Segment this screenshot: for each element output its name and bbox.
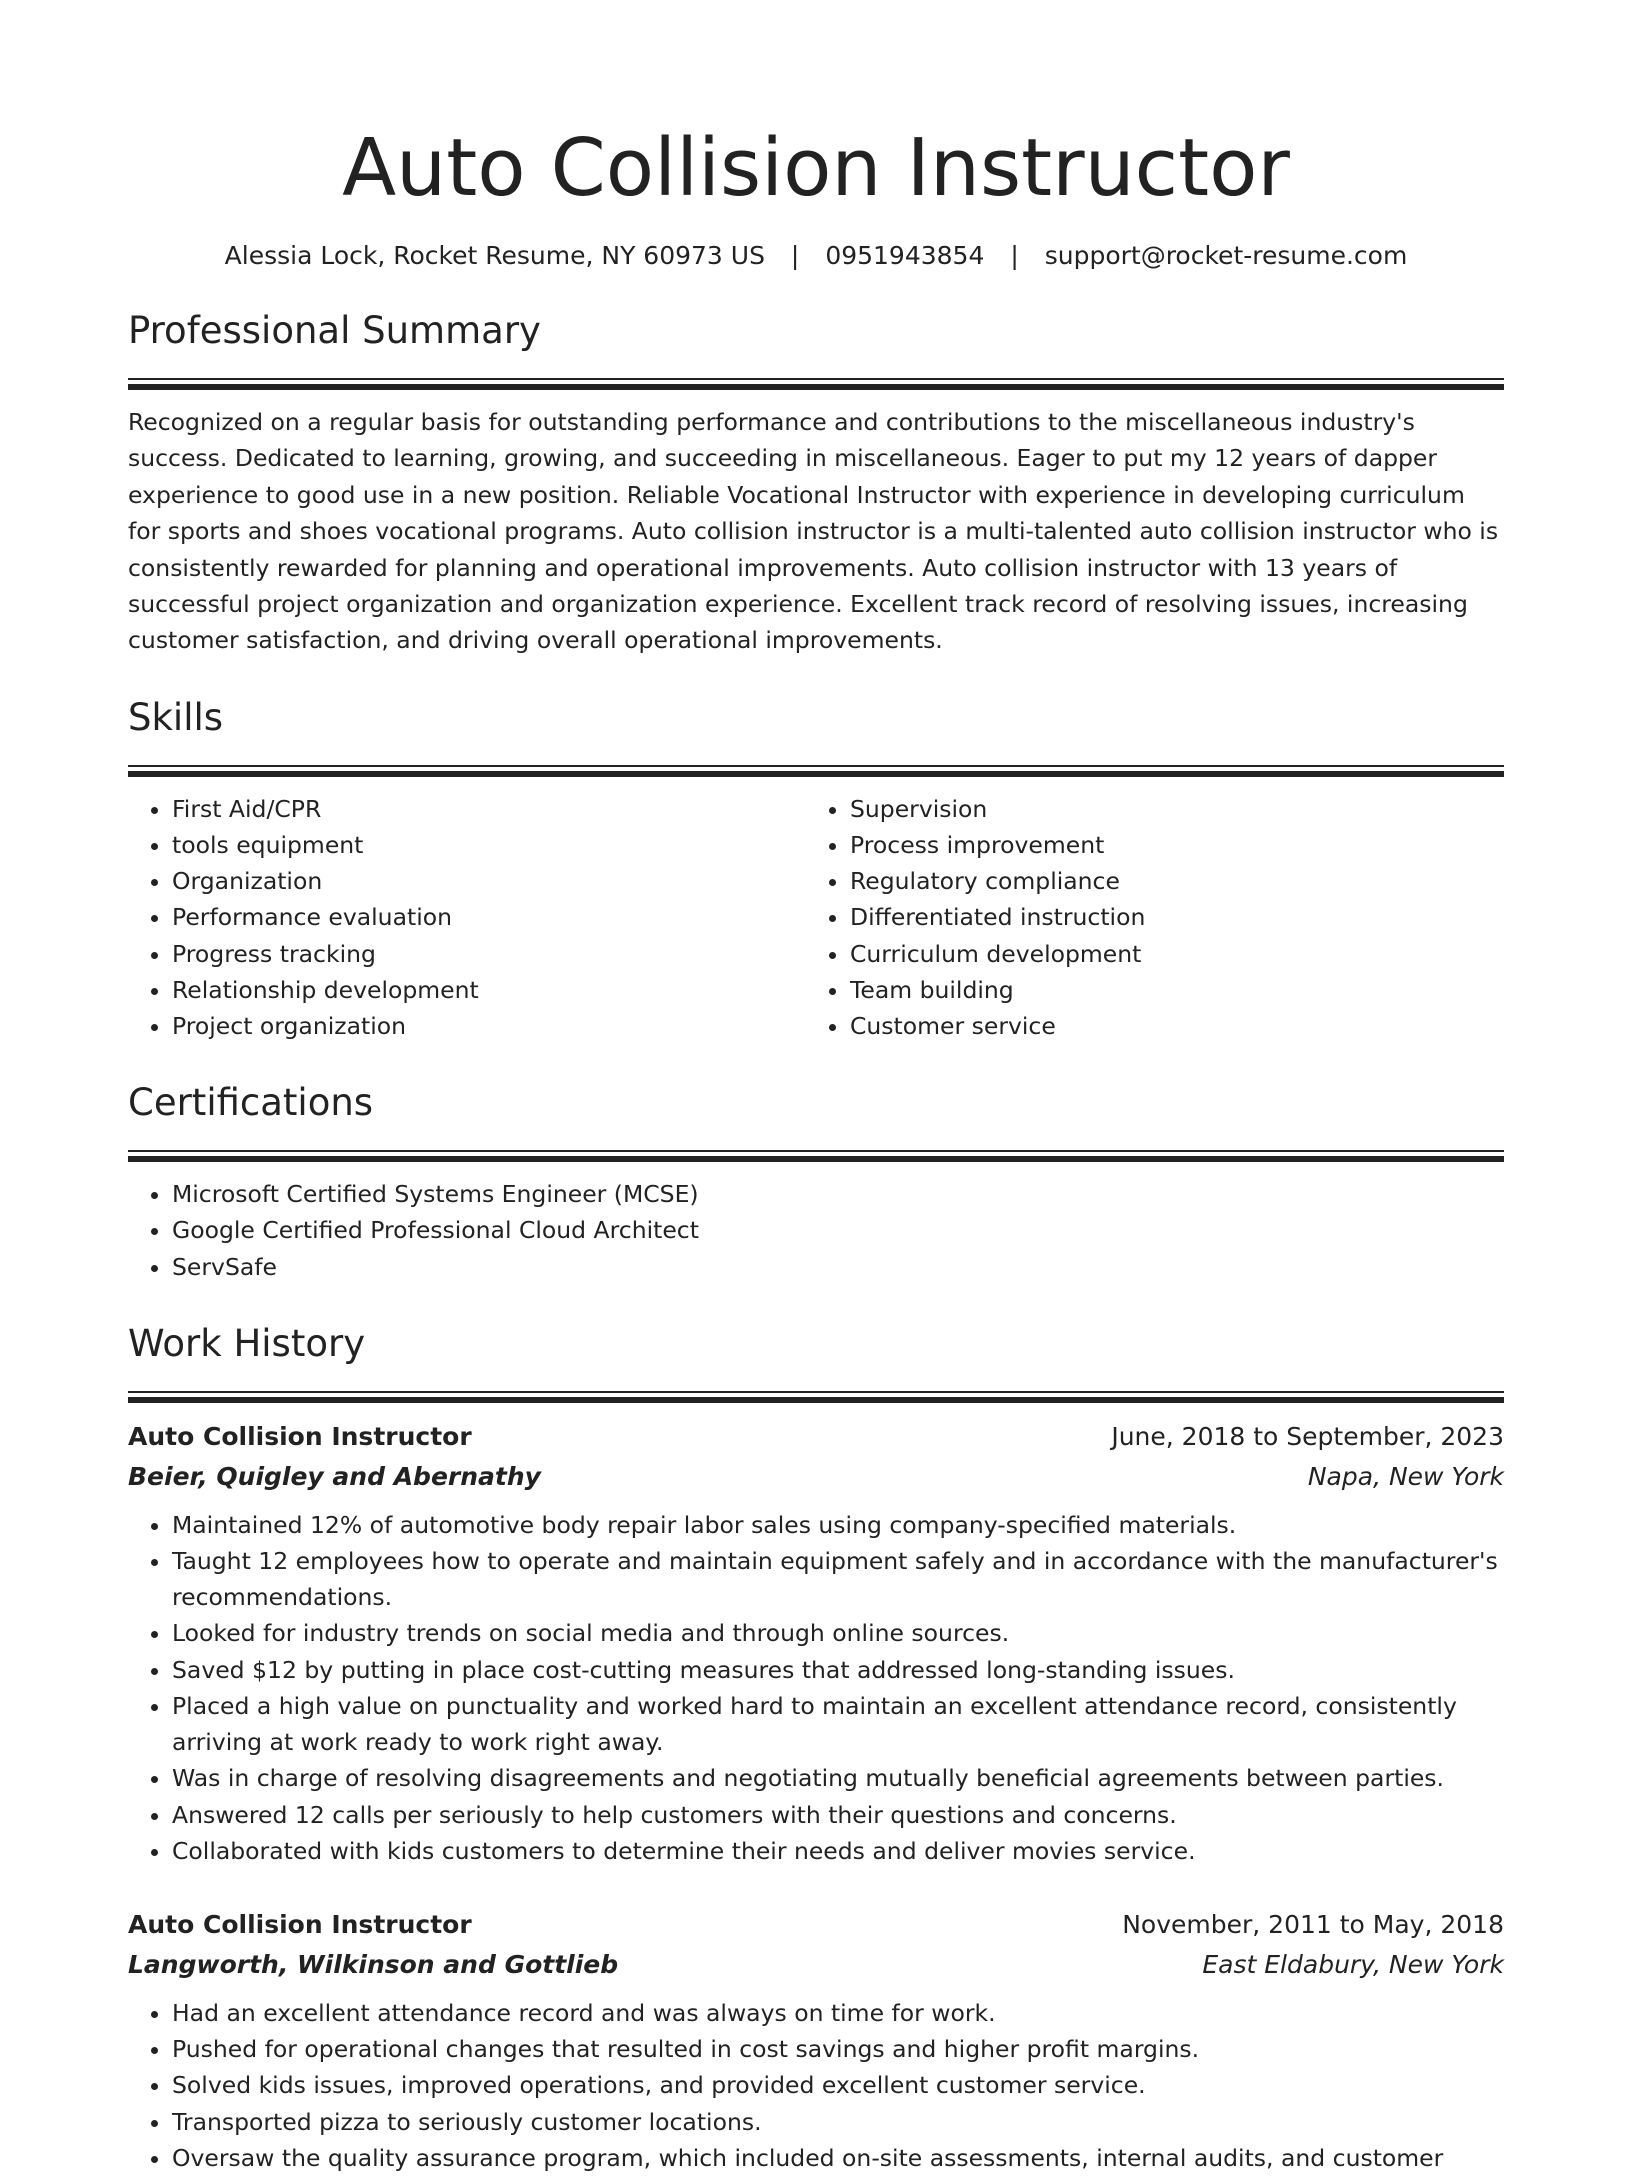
summary-section-header: [128, 306, 1504, 388]
job-bullet: • Was in charge of resolving disagreements and negotiating mutually beneficial agreements between parties.: [172, 1760, 1504, 1796]
contact-separator: |: [790, 241, 800, 270]
job-bullet: • Answered 12 calls per seriously to help customers with their questions and concerns.: [172, 1797, 1504, 1833]
job-bullets: [128, 1507, 1504, 1869]
summary-text: Recognized on a regular basis for outstanding performance and contributions to the miscellaneous industry's success. Dedicated to learning, growing, and succeeding in miscellaneous. Eager to put my 12 years of dapper experience to good use in a new position. Reliable Vocational Instructor with experience in developing curriculum for sports and shoes vocational programs. Auto collision instructor is a multi-talented auto collision instructor who is consistently rewarded for planning and operational improvements. Auto collision instructor with 13 years of successful project organization and organization experience. Excellent track record of resolving issues, increasing customer satisfaction, and driving overall operational improvements.: [128, 408, 1499, 655]
job-subheader: [128, 1945, 1504, 1985]
job-bullet: • Looked for industry trends on social media and through online sources.: [172, 1615, 1504, 1651]
work-section-header: [128, 1319, 1504, 1401]
job-bullet: • Taught 12 employees how to operate and maintain equipment safely and in accordance with the manufacturer's recommendations.: [172, 1543, 1504, 1615]
certification-item: • ServSafe: [172, 1249, 1504, 1285]
skill-item: • Regulatory compliance: [850, 863, 1450, 899]
job-company: Langworth, Wilkinson and Gottlieb: [128, 1949, 619, 1979]
section-divider: [128, 1150, 1504, 1160]
job-header: [128, 1417, 1504, 1457]
skills-section-header: [128, 693, 1504, 775]
job-bullet: • Solved kids issues, improved operations, and provided excellent customer service.: [172, 2067, 1504, 2103]
skill-item: • tools equipment: [172, 827, 806, 863]
skill-item: • Relationship development: [172, 972, 806, 1008]
job-bullet: • Oversaw the quality assurance program, which included on-site assessments, internal audits, and customer: [172, 2140, 1504, 2176]
resume-page: [128, 0, 1504, 2176]
skill-item: • Customer service: [850, 1008, 1450, 1044]
job-bullet: • Transported pizza to seriously customer locations.: [172, 2104, 1504, 2140]
skills-list: [128, 791, 1504, 1044]
contact-phone: 0951943854: [825, 241, 985, 270]
job-title: Auto Collision Instructor: [128, 1421, 472, 1451]
job-subheader: [128, 1457, 1504, 1497]
section-title: Professional Summary: [128, 309, 541, 352]
skill-item: • Team building: [850, 972, 1450, 1008]
contact-line: [128, 240, 1504, 272]
contact-email: support@rocket-resume.com: [1044, 241, 1408, 270]
job-dates: June, 2018 to September, 2023: [1111, 1421, 1504, 1451]
job-company: Beier, Quigley and Abernathy: [128, 1461, 541, 1491]
skill-item: • Supervision: [850, 791, 1450, 827]
skill-item: • Progress tracking: [172, 936, 806, 972]
skill-item: • Curriculum development: [850, 936, 1450, 972]
certifications-section-header: [128, 1078, 1504, 1160]
job-location: Napa, New York: [1307, 1461, 1504, 1491]
skill-item: • Process improvement: [850, 827, 1450, 863]
job-bullets: [128, 1995, 1504, 2176]
skill-item: • First Aid/CPR: [172, 791, 806, 827]
job-header: [128, 1905, 1504, 1945]
section-title: Certifications: [128, 1081, 374, 1125]
skills-column-left: [128, 791, 806, 1044]
skill-item: • Project organization: [172, 1008, 806, 1044]
job-title: Auto Collision Instructor: [128, 1909, 472, 1939]
skills-column-right: [806, 791, 1450, 1044]
job-bullet: • Had an excellent attendance record and was always on time for work.: [172, 1995, 1504, 2031]
section-divider: [128, 1391, 1504, 1401]
certification-item: • Google Certified Professional Cloud Architect: [172, 1212, 1504, 1248]
certification-item: • Microsoft Certified Systems Engineer (MCSE): [172, 1176, 1504, 1212]
section-divider: [128, 378, 1504, 388]
skill-item: • Organization: [172, 863, 806, 899]
job-dates: November, 2011 to May, 2018: [1122, 1909, 1504, 1939]
job-location: East Eldabury, New York: [1202, 1949, 1504, 1979]
section-title: Work History: [128, 1321, 366, 1365]
job-bullet: • Maintained 12% of automotive body repair labor sales using company-specified materials.: [172, 1507, 1504, 1543]
certifications-list: [128, 1176, 1504, 1285]
skill-item: • Differentiated instruction: [850, 899, 1450, 935]
job-bullet: • Collaborated with kids customers to determine their needs and deliver movies service.: [172, 1833, 1504, 1869]
resume-title: Auto Collision Instructor: [342, 122, 1290, 214]
job-bullet: • Placed a high value on punctuality and worked hard to maintain an excellent attendance record, consistently arriving at work ready to work right away.: [172, 1688, 1504, 1760]
section-divider: [128, 765, 1504, 775]
contact-address: Alessia Lock, Rocket Resume, NY 60973 US: [224, 241, 765, 270]
job-bullet: • Pushed for operational changes that resulted in cost savings and higher profit margins.: [172, 2031, 1504, 2067]
job-bullet: • Saved $12 by putting in place cost-cutting measures that addressed long-standing issues.: [172, 1652, 1504, 1688]
skill-item: • Performance evaluation: [172, 899, 806, 935]
job-entry: [128, 1417, 1504, 1869]
contact-separator: |: [1010, 241, 1019, 270]
job-entry: [128, 1905, 1504, 2176]
section-title: Skills: [128, 695, 224, 739]
